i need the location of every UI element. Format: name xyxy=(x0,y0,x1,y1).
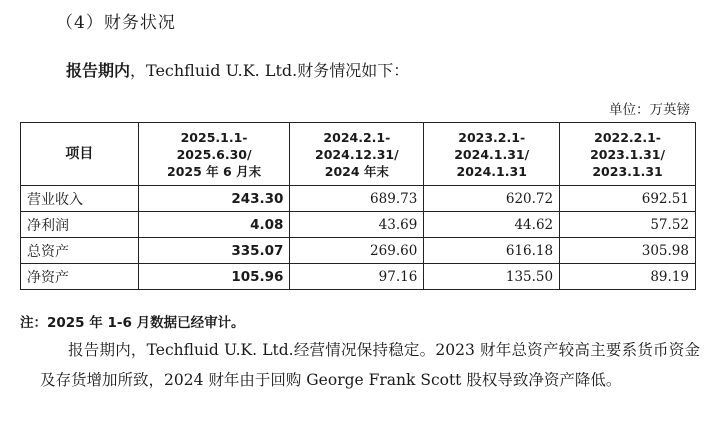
header-line: 2025.6.30/ xyxy=(176,146,252,162)
cell-value: 692.51 xyxy=(560,186,696,212)
table-row-total-assets xyxy=(21,238,696,264)
table-row-revenue xyxy=(21,186,696,212)
header-line: 2023.2.1- xyxy=(458,129,526,145)
row-label: 净资产 xyxy=(21,264,139,290)
header-item xyxy=(21,123,139,186)
section-heading: （4）财务状况 xyxy=(56,13,176,33)
cell-value: 4.08 xyxy=(138,212,290,238)
cell-value: 43.69 xyxy=(290,212,424,238)
header-period-2023 xyxy=(424,123,560,186)
header-line: 2024.1.31 xyxy=(456,163,527,179)
header-period-2024 xyxy=(290,123,424,186)
cell-value: 57.52 xyxy=(560,212,696,238)
cell-value: 97.16 xyxy=(290,264,424,290)
intro-rest: ，Techfluid U.K. Ltd.财务情况如下： xyxy=(130,61,410,80)
header-line: 2024.2.1- xyxy=(323,129,391,145)
header-line: 2024.12.31/ xyxy=(315,146,399,162)
header-line: 2025.1.1- xyxy=(180,129,248,145)
cell-value: 689.73 xyxy=(290,186,424,212)
cell-value: 243.30 xyxy=(138,186,290,212)
header-line: 2024 年末 xyxy=(324,163,389,179)
header-line: 2025 年 6 月末 xyxy=(167,163,262,179)
cell-value: 269.60 xyxy=(290,238,424,264)
cell-value: 305.98 xyxy=(560,238,696,264)
table-row-net-profit xyxy=(21,212,696,238)
header-period-2022 xyxy=(560,123,696,186)
financial-table xyxy=(20,122,696,290)
header-line: 项目 xyxy=(65,145,94,162)
table-row-net-assets xyxy=(21,264,696,290)
header-period-2025h1 xyxy=(138,123,290,186)
cell-value: 620.72 xyxy=(424,186,560,212)
cell-value: 135.50 xyxy=(424,264,560,290)
header-line: 2022.2.1- xyxy=(594,129,661,145)
intro-sentence xyxy=(66,58,409,81)
row-label: 营业收入 xyxy=(21,186,139,212)
intro-bold-lead: 报告期内 xyxy=(66,61,131,80)
header-line: 2023.1.31/ xyxy=(590,146,666,162)
header-line: 2024.1.31/ xyxy=(454,146,530,162)
cell-value: 89.19 xyxy=(560,264,696,290)
table-note: 注：2025 年 1-6 月数据已经审计。 xyxy=(20,315,245,331)
cell-value: 105.96 xyxy=(138,264,290,290)
row-label: 净利润 xyxy=(21,212,139,238)
cell-value: 44.62 xyxy=(424,212,560,238)
cell-value: 616.18 xyxy=(424,238,560,264)
cell-value: 335.07 xyxy=(138,238,290,264)
unit-label: 单位：万英镑 xyxy=(609,102,690,118)
body-paragraph: 报告期内，Techfluid U.K. Ltd.经营情况保持稳定。2023 财年总资产较高主要系货币资金及存货增加所致，2024 财年由于回购 George Frank Scott 股权导致净资产降低。 xyxy=(40,341,700,389)
header-line: 2023.1.31 xyxy=(592,163,663,179)
table-header-row xyxy=(21,123,696,186)
row-label: 总资产 xyxy=(21,238,139,264)
